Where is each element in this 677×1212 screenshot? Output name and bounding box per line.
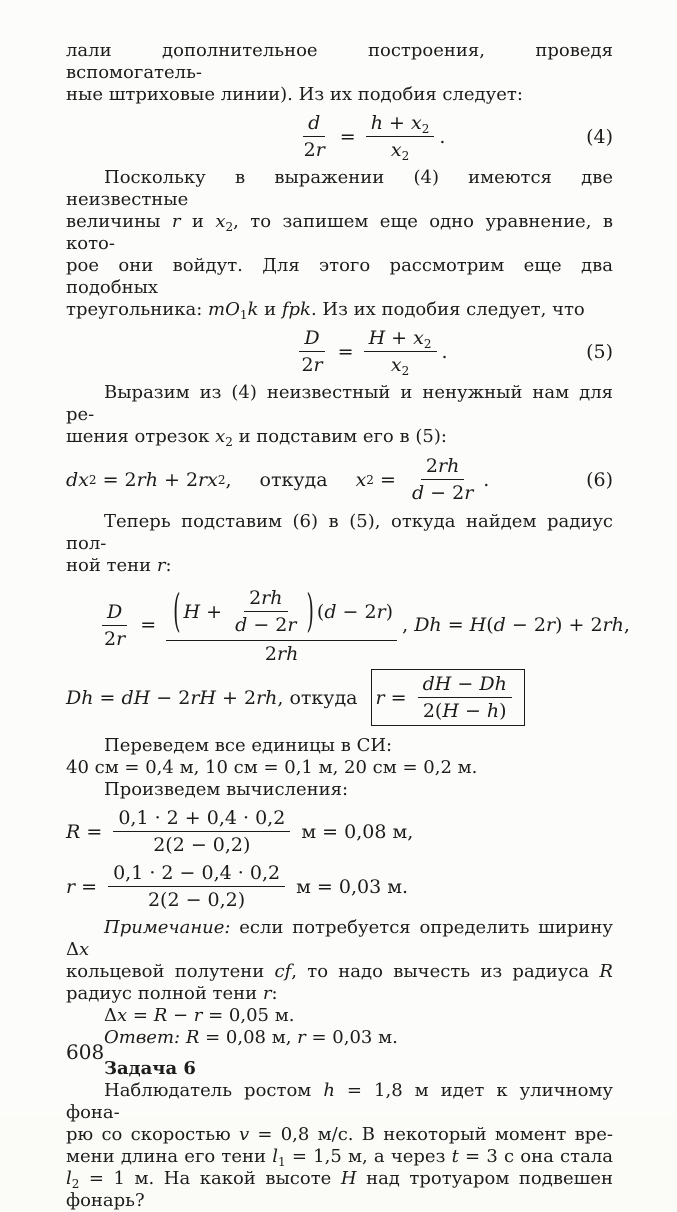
fraction — [364, 327, 437, 376]
equation-body — [291, 327, 447, 376]
equals-sign: = — [337, 340, 354, 363]
fraction-denominator: d − 2r — [411, 482, 474, 504]
equation-tail: , Dh = H ( d − 2 r ) + 2 rh , — [402, 614, 630, 636]
fraction — [418, 673, 512, 722]
fraction-numerator: 0,1 · 2 + 0,4 · 0,2 — [113, 807, 290, 832]
equation-lead: Dh = dH − 2 rH + 2 rh , откуда — [66, 686, 358, 709]
page-number: 608 — [66, 1040, 105, 1064]
fraction — [113, 807, 290, 856]
fraction-numerator: dH − Dh — [418, 673, 512, 698]
equation-number: (4) — [586, 125, 613, 148]
rhs-lead: x 2 = — [355, 468, 402, 491]
fraction — [407, 455, 478, 504]
answer-line: Ответ: R = 0,08 м, r = 0,03 м. — [104, 1027, 398, 1048]
equation-number: (6) — [586, 468, 613, 491]
equation-period: . — [441, 340, 448, 363]
equation-period: . — [439, 125, 446, 148]
paragraph-line: шения отрезок $x_2$ и подставим его в (5): — [66, 426, 447, 449]
word-hence: откуда — [259, 468, 328, 491]
fraction-denominator: 2(2 − 0,2) — [147, 889, 246, 911]
equation-4 — [66, 112, 613, 161]
equation-5 — [66, 327, 613, 376]
fraction-numerator: d — [303, 112, 325, 137]
paragraph-line: Поскольку в выражении (4) имеются две неизвестные — [66, 167, 613, 210]
task-line: Наблюдатель ростом h = 1,8 м идет к уличному фона- — [66, 1080, 614, 1123]
paragraph-line: ной тени r: — [66, 555, 172, 576]
page-content — [66, 40, 630, 1212]
task-heading: Задача 6 — [104, 1058, 196, 1079]
equation-tail: м = 0,03 м. — [290, 875, 409, 898]
equation-rhs — [356, 455, 490, 504]
equation-derivation — [66, 585, 630, 665]
paragraph-line: лали дополнительное построения, проведя вспомогатель- — [66, 40, 613, 83]
text-line: Произведем вычисления: — [104, 779, 349, 800]
equation-6 — [66, 455, 613, 504]
fraction-denominator: d − 2r — [235, 614, 297, 636]
fraction-numerator: $h + x_2$ — [366, 112, 435, 137]
text-line: 40 см = 0,4 м, 10 см = 0,1 м, 20 см = 0,2 м. — [66, 757, 478, 778]
text-line: Переведем все единицы в СИ: — [104, 735, 393, 756]
task-line: мени длина его тени $l_1 = 1,5$ м, а через t = 3 с она стала — [66, 1146, 613, 1169]
equation-body — [294, 112, 446, 161]
fraction-numerator: D — [102, 601, 127, 626]
fraction-denominator: 2r — [104, 627, 126, 650]
paragraph-line: Выразим из (4) неизвестный и ненужный нам для ре- — [66, 382, 613, 425]
left-paren: ( — [173, 585, 181, 638]
equals-sign: = — [339, 125, 356, 148]
note-line: радиус полной тени r: — [66, 983, 278, 1004]
boxed-formula — [371, 669, 525, 726]
equation-tail: м = 0,08 м, — [295, 820, 414, 843]
equation-R-result — [66, 807, 613, 856]
equation-lhs: r = — [66, 875, 104, 898]
numerator-lead: H + — [183, 600, 229, 623]
note-line: кольцевой полутени cf, то надо вычесть из радиуса R — [66, 961, 613, 982]
fraction — [366, 112, 435, 161]
fraction-denominator: 2(2 − 0,2) — [153, 834, 251, 856]
equation-number: (5) — [586, 340, 613, 363]
fraction-denominator: 2(H − h) — [422, 700, 507, 722]
equals-sign: = — [140, 614, 157, 636]
box-lhs: r = — [375, 686, 413, 709]
fraction-denominator: 2rh — [264, 643, 299, 665]
fraction — [296, 327, 327, 376]
equation-lhs: R = — [66, 820, 109, 843]
fraction-numerator: $H + x_2$ — [364, 327, 437, 352]
fraction-numerator: 2rh — [421, 455, 464, 480]
equation-boxed-result — [66, 669, 613, 726]
delta-x-line: Δx = R − r = 0,05 м. — [104, 1005, 295, 1026]
fraction-numerator: 2rh — [244, 587, 287, 612]
paragraph-line: треугольника: $mO_1k$ и fpk. Из их подобия следует, что — [66, 299, 585, 322]
fraction-denominator: 2r — [303, 139, 325, 161]
task-line: рю со скоростью v = 0,8 м/с. В некоторый момент вре- — [66, 1124, 613, 1145]
paragraph-line: рое они войдут. Для этого рассмотрим еще два подобных — [66, 255, 613, 298]
fraction-numerator: D — [299, 327, 324, 352]
task-line: $l_2 = 1$ м. На какой высоте H над тротуаром подвешен — [66, 1168, 613, 1191]
equation-r-result — [66, 862, 613, 911]
equation-period: . — [483, 468, 490, 491]
fraction-numerator — [166, 585, 397, 641]
fraction — [99, 601, 130, 650]
fraction — [108, 862, 285, 911]
fraction-denominator: $x_2$ — [390, 139, 410, 163]
equation-lhs: dx 2 = 2 rh + 2 rx 2 , — [66, 468, 232, 491]
paragraph-line: величины r и $x_2$, то запишем еще одно уравнение, в кото- — [66, 211, 613, 254]
numerator-tail: ( d − 2 r ) — [316, 600, 394, 623]
task-line: фонарь? — [66, 1190, 145, 1211]
fraction-numerator: 0,1 · 2 − 0,4 · 0,2 — [108, 862, 285, 887]
right-paren: ) — [306, 585, 314, 638]
note-line: Примечание: если потребуется определить ширину Δx — [66, 917, 613, 960]
nested-fraction — [230, 587, 301, 636]
paragraph-line: Теперь подставим (6) в (5), откуда найдем радиус пол- — [66, 511, 613, 554]
paragraph-line: ные штриховые линии). Из их подобия следует: — [66, 84, 523, 105]
fraction-denominator: 2r — [301, 354, 323, 376]
fraction-denominator: $x_2$ — [390, 354, 410, 378]
fraction — [166, 585, 397, 665]
fraction — [299, 112, 330, 161]
